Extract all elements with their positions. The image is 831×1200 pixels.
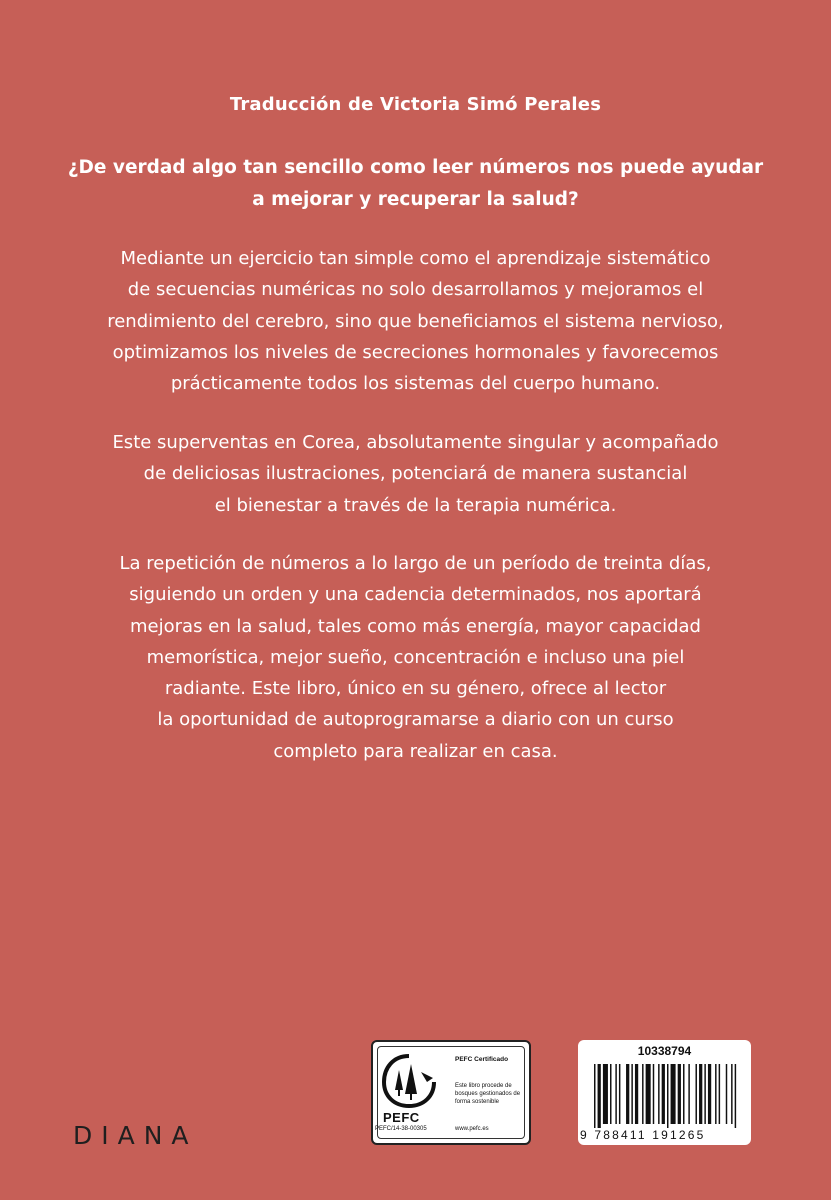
text-line: Este superventas en Corea, absolutamente singular y acompañado <box>112 432 719 453</box>
barcode-bar <box>695 1064 696 1124</box>
question-line: a mejorar y recuperar la salud? <box>252 189 579 210</box>
isbn-digits: 9 788411 191265 <box>580 1128 706 1142</box>
pefc-tree-icon <box>381 1052 437 1110</box>
barcode-bar <box>699 1064 702 1124</box>
text-line: de secuencias numéricas no solo desarrollamos y mejoramos el <box>127 279 704 301</box>
pefc-description: Este libro procede de bosques gestionados de forma sostenible <box>455 1083 521 1105</box>
product-number: 10338794 <box>637 1044 692 1058</box>
barcode-bar <box>678 1064 681 1124</box>
barcode-bar <box>653 1064 654 1124</box>
barcode-bar <box>631 1064 632 1124</box>
text-line: completo para realizar en casa. <box>273 740 558 762</box>
paragraph-2 <box>40 427 791 521</box>
barcode-bar <box>642 1064 643 1124</box>
pefc-url: www.pefc.es <box>455 1126 489 1132</box>
barcode-bar <box>719 1064 720 1124</box>
text-line: prácticamente todos los sistemas del cuerpo humano. <box>170 373 661 395</box>
barcode-bar <box>626 1064 629 1124</box>
question-line: ¿De verdad algo tan sencillo como leer números nos puede ayudar <box>67 157 764 178</box>
question-heading <box>60 152 771 216</box>
text-line: La repetición de números a lo largo de un período de treinta días, <box>119 553 712 574</box>
text-line: radiante. Este libro, único en su género, ofrece al lector <box>164 678 667 700</box>
barcode-bar <box>603 1064 608 1124</box>
barcode-bar <box>594 1064 595 1128</box>
text-line: mejoras en la salud, tales como más energía, mayor capacidad <box>130 615 701 637</box>
barcode-bar <box>671 1064 676 1124</box>
paragraph-1 <box>40 243 791 399</box>
text-line: siguiendo un orden y una cadencia determinados, nos aportará <box>129 584 702 606</box>
barcode-bar <box>619 1064 620 1124</box>
barcode-bar <box>704 1064 705 1124</box>
barcode-bar <box>731 1064 732 1124</box>
barcode-bar <box>615 1064 616 1124</box>
barcode-bar <box>708 1064 711 1124</box>
barcode-bar <box>735 1064 736 1128</box>
pefc-title: PEFC Certificado <box>455 1056 509 1063</box>
barcode-bar <box>667 1064 668 1128</box>
text-line: memorística, mejor sueño, concentración e incluso una piel <box>146 646 685 668</box>
barcode-bar <box>598 1064 601 1128</box>
barcode-bar <box>635 1064 638 1124</box>
barcode-label <box>578 1040 751 1145</box>
pefc-certification-badge <box>371 1040 531 1145</box>
barcode-bar <box>646 1064 651 1124</box>
publisher-logo: DIANA <box>73 1121 198 1150</box>
barcode-bar <box>610 1064 611 1124</box>
barcode-bar <box>662 1064 665 1124</box>
barcode-bar <box>726 1064 727 1124</box>
pefc-brand: PEFC <box>383 1110 420 1125</box>
paragraph-3 <box>40 548 791 767</box>
barcode-bar <box>688 1064 689 1124</box>
text-line: rendimiento del cerebro, sino que beneficiamos el sistema nervioso, <box>107 310 724 332</box>
text-line: el bienestar a través de la terapia numérica. <box>214 494 617 516</box>
pefc-license-code: PEFC/14-38-00305 <box>375 1126 427 1132</box>
translator-credit: Traducción de Victoria Simó Perales <box>229 94 602 115</box>
text-line: Mediante un ejercicio tan simple como el aprendizaje sistemático <box>120 248 711 269</box>
barcode-bars <box>594 1064 740 1128</box>
barcode-bar <box>658 1064 659 1124</box>
text-line: optimizamos los niveles de secreciones hormonales y favorecemos <box>112 341 719 363</box>
text-line: la oportunidad de autoprogramarse a diario con un curso <box>157 709 674 731</box>
text-line: de deliciosas ilustraciones, potenciará de manera sustancial <box>143 463 688 485</box>
barcode-bar <box>715 1064 716 1124</box>
barcode-bar <box>683 1064 684 1124</box>
